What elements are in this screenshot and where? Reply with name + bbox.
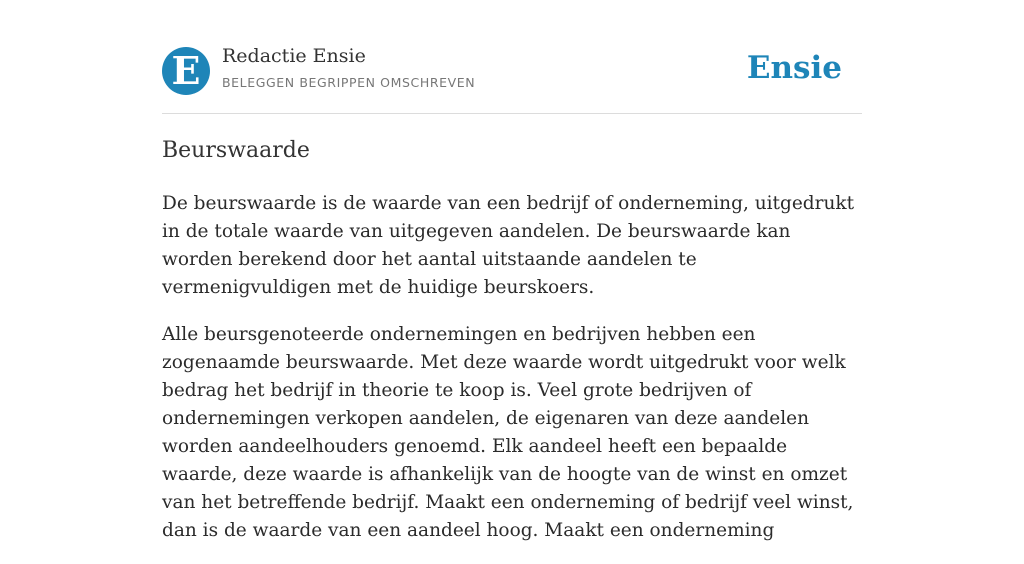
article-body [162, 190, 862, 564]
author-avatar[interactable]: E [162, 47, 210, 95]
article-header [162, 0, 862, 114]
article-paragraph: Alle beursgenoteerde ondernemingen en bedrijven hebben een zogenaamde beurswaarde. Met deze waarde wordt uitgedrukt voor welk bedrag het bedrijf in theorie te koop is. Veel grote bedrijven of ondernemingen verkopen aandelen, de eigenaren van deze aandelen worden aandeelhouders genoemd. Elk aandeel heeft een bepaalde waarde, deze waarde is afhankelijk van de hoogte van de winst en omzet van het betreffende bedrijf. Maakt een onderneming of bedrijf veel winst, dan is de waarde van een aandeel hoog. Maakt een onderneming [162, 324, 854, 541]
article-paragraph: De beurswaarde is de waarde van een bedrijf of onderneming, uitgedrukt in de totale waarde van uitgegeven aandelen. De beurswaarde kan worden berekend door het aantal uitstaande aandelen te vermenigvuldigen met de huidige beurskoers. [162, 193, 855, 298]
article-title: Beurswaarde [162, 138, 310, 163]
author-name[interactable]: Redactie Ensie [222, 45, 366, 67]
article-container [162, 0, 862, 541]
author-subtitle: BELEGGEN BEGRIPPEN OMSCHREVEN [222, 75, 476, 90]
brand-logo[interactable]: Ensie [746, 50, 842, 86]
